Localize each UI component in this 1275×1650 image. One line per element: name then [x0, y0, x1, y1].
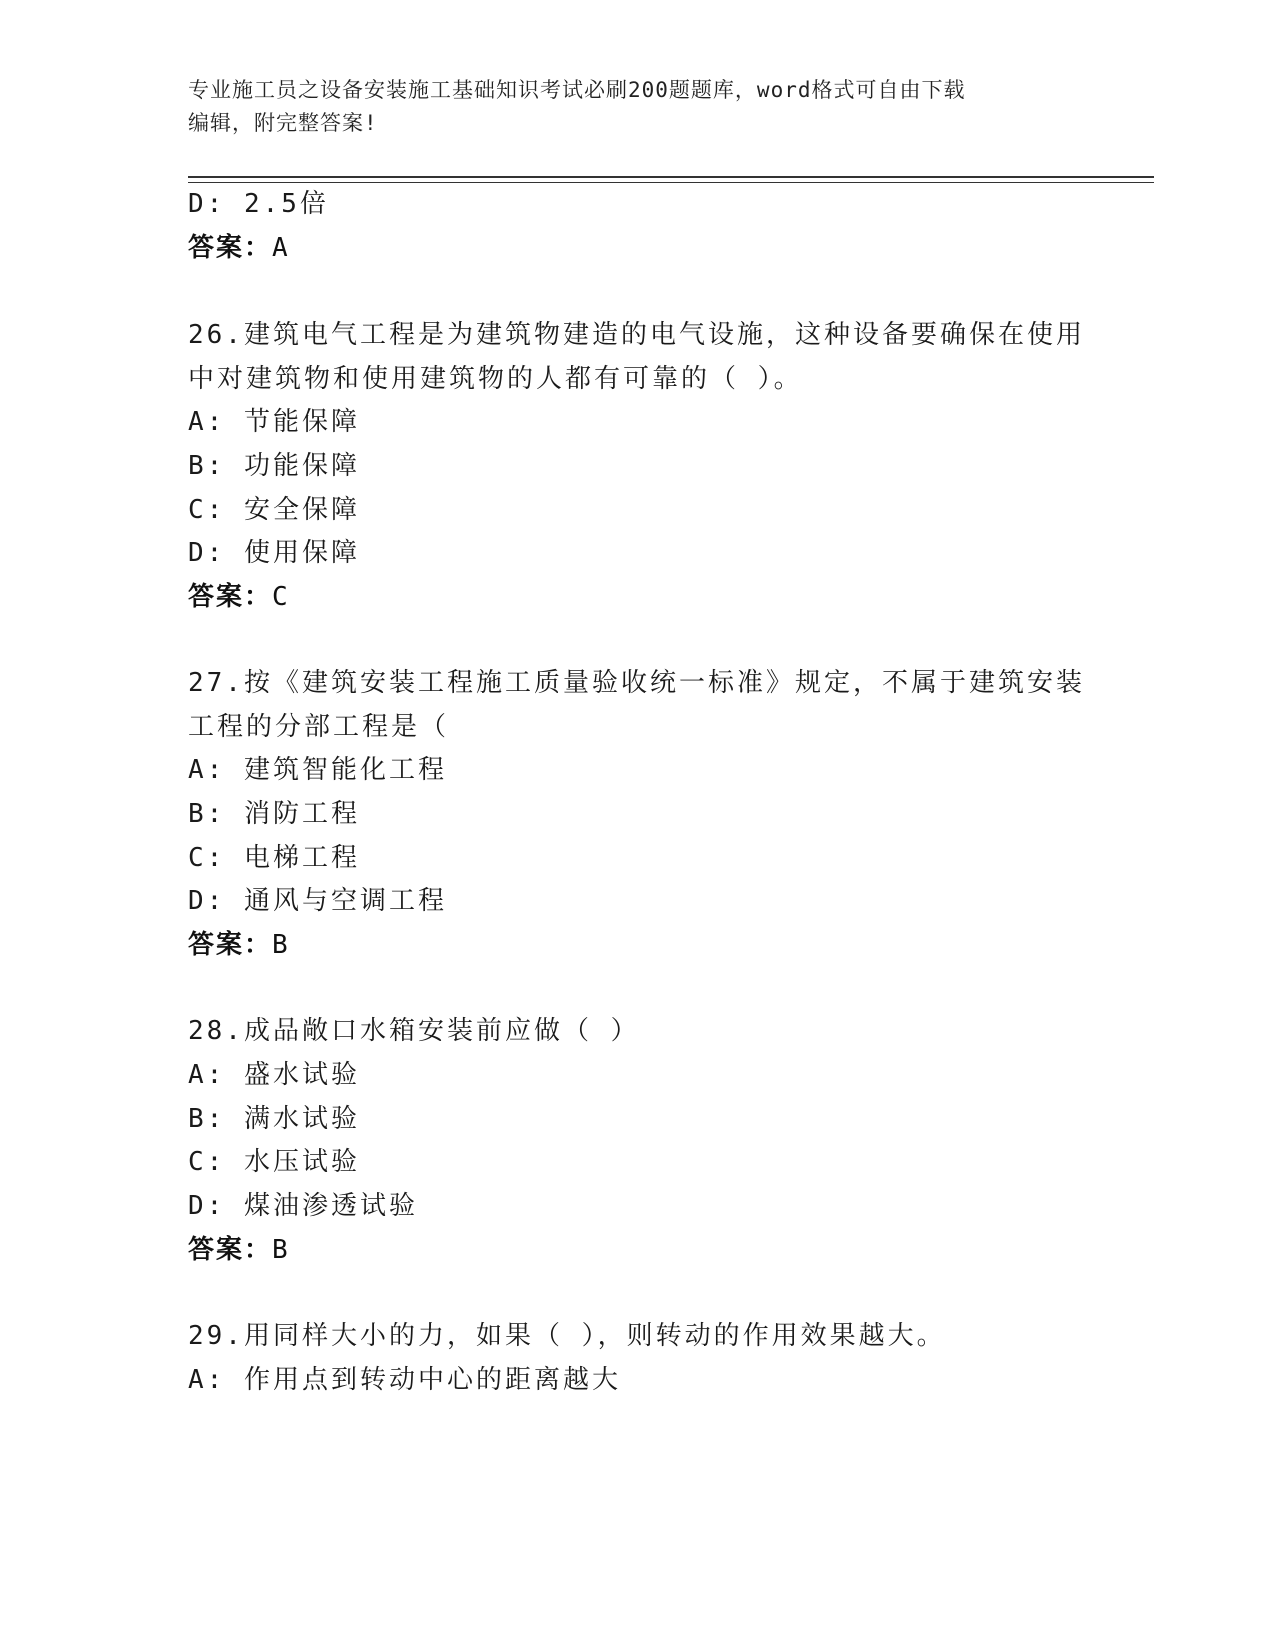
- header-divider-thick: [188, 176, 1154, 178]
- q27-answer-label: 答案：: [188, 930, 273, 960]
- q28-option-a: A: 盛水试验: [188, 1060, 360, 1090]
- q28-answer-label: 答案：: [188, 1235, 273, 1265]
- q27-option-c: C: 电梯工程: [188, 843, 360, 873]
- q26-option-b: B: 功能保障: [188, 451, 360, 481]
- q28-option-c: C: 水压试验: [188, 1147, 360, 1177]
- q29-stem-line-1: 29.用同样大小的力，如果（ ），则转动的作用效果越大。: [188, 1321, 946, 1351]
- q26-answer-value: C: [272, 582, 290, 612]
- q27-stem-line-2: 工程的分部工程是（: [188, 712, 450, 742]
- q28-answer: [188, 1232, 290, 1268]
- q28-answer-value: B: [272, 1235, 290, 1265]
- q26-option-a: A: 节能保障: [188, 407, 360, 437]
- q27-answer: [188, 927, 290, 963]
- prev-answer-value: A: [272, 233, 290, 263]
- q28-option-b: B: 满水试验: [188, 1104, 360, 1134]
- header-title-line-2: 编辑，附完整答案!: [188, 111, 378, 135]
- prev-answer: [188, 230, 290, 266]
- q26-stem-line-2: 中对建筑物和使用建筑物的人都有可靠的（ ）。: [188, 364, 803, 394]
- header-title-line-1: 专业施工员之设备安装施工基础知识考试必刷200题题库，word格式可自由下载: [188, 78, 966, 102]
- prev-answer-label: 答案：: [188, 233, 273, 263]
- q26-stem-line-1: 26.建筑电气工程是为建筑物建造的电气设施，这种设备要确保在使用: [188, 320, 1085, 350]
- q26-answer: [188, 579, 290, 615]
- prev-option-d: D: 2.5倍: [188, 189, 329, 219]
- q26-answer-label: 答案：: [188, 582, 273, 612]
- header-divider-thin: [188, 182, 1154, 183]
- q26-option-d: D: 使用保障: [188, 538, 360, 568]
- q28-option-d: D: 煤油渗透试验: [188, 1191, 418, 1221]
- q26-option-c: C: 安全保障: [188, 495, 360, 525]
- q27-option-d: D: 通风与空调工程: [188, 886, 447, 916]
- q27-option-a: A: 建筑智能化工程: [188, 755, 447, 785]
- q27-option-b: B: 消防工程: [188, 799, 360, 829]
- q27-answer-value: B: [272, 930, 290, 960]
- q27-stem-line-1: 27.按《建筑安装工程施工质量验收统一标准》规定，不属于建筑安装: [188, 668, 1085, 698]
- q28-stem-line-1: 28.成品敞口水箱安装前应做（ ）: [188, 1016, 640, 1046]
- q29-option-a: A: 作用点到转动中心的距离越大: [188, 1365, 621, 1395]
- document-header: [188, 74, 1088, 140]
